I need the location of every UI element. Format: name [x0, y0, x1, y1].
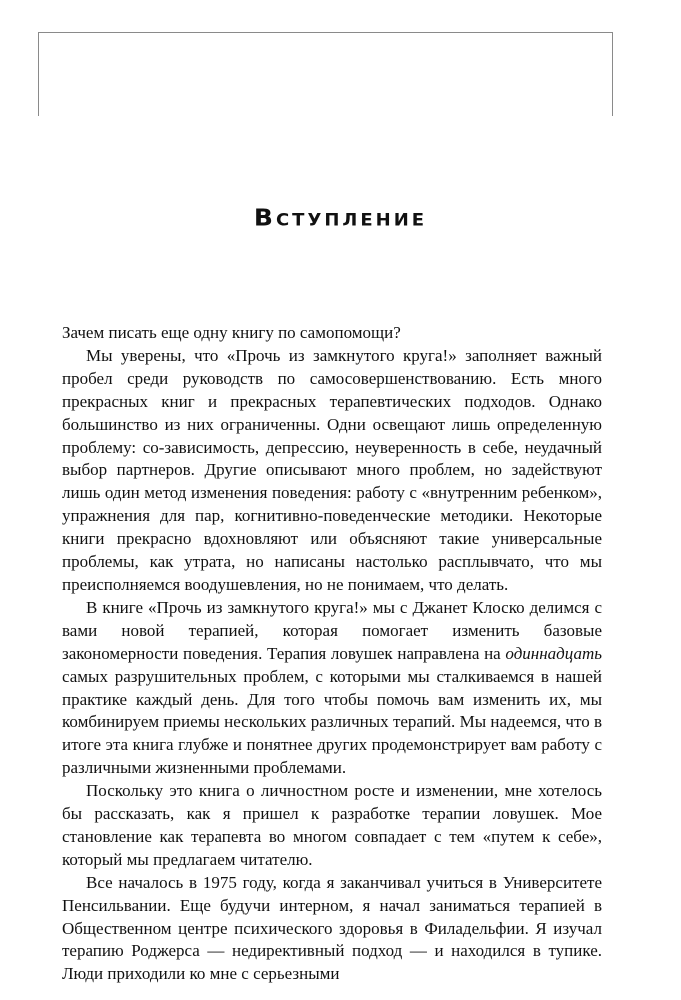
- body-text: [62, 322, 602, 986]
- paragraph-1: Зачем писать еще одну книгу по самопомощи?: [62, 323, 401, 342]
- paragraph-3-text-before: В книге «Прочь из замкнутого круга!» мы с Джанет Клоско делимся с вами новой терапией, которая помогает изменить базовые закономерности поведения. Терапия ловушек направлена на: [62, 597, 602, 663]
- paragraph-3: [62, 597, 602, 780]
- paragraph-3-text-after: самых разрушительных проблем, с которыми мы сталкиваемся в нашей практике каждый день. Для того чтобы помочь вам изменить их, мы комбинируем приемы нескольких различных терапий. Мы надеемся, что в итоге эта книга глубже и понятнее других продемонстрирует вам работу с различными жизненными проблемами.: [62, 666, 602, 778]
- paragraph-2: Мы уверены, что «Прочь из замкнутого круга!» заполняет важный пробел среди руководств по самосовершенствованию. Есть много прекрасных книг и прекрасных терапевтических подходов. Однако большинство из них ограниченны. Одни освещают лишь определенную проблему: со-зависимость, депрессию, неуверенность в себе, неудачный выбор партнеров. Другие описывают много проблем, но задействуют лишь один метод изменения поведения: работу с «внутренним ребенком», упражнения для пар, когнитивно-поведенческие методики. Некоторые книги прекрасно вдохновляют или объясняют такие универсальные проблемы, как утрата, но написаны настолько расплывчато, что мы преисполняемся воодушевления, но не понимаем, что делать.: [62, 345, 602, 594]
- header-frame: [38, 32, 613, 116]
- chapter-title: Вступление: [253, 204, 428, 231]
- paragraph-4: Поскольку это книга о личностном росте и изменении, мне хотелось бы рассказать, как я пришел к разработке терапии ловушек. Мое становление как терапевта во многом совпадает с тем «путем к себе», который мы предлагаем читателю.: [62, 781, 602, 869]
- paragraph-5: Все началось в 1975 году, когда я заканчивал учиться в Университете Пенсильвании. Еще будучи интерном, я начал заниматься терапией в Общественном центре психического здоровья в Филадельфии. Я изучал терапию Роджерса — недирективный подход — и находился в тупике. Люди приходили ко мне с серьезными: [62, 872, 602, 984]
- paragraph-3-emphasis: одиннадцать: [505, 643, 602, 663]
